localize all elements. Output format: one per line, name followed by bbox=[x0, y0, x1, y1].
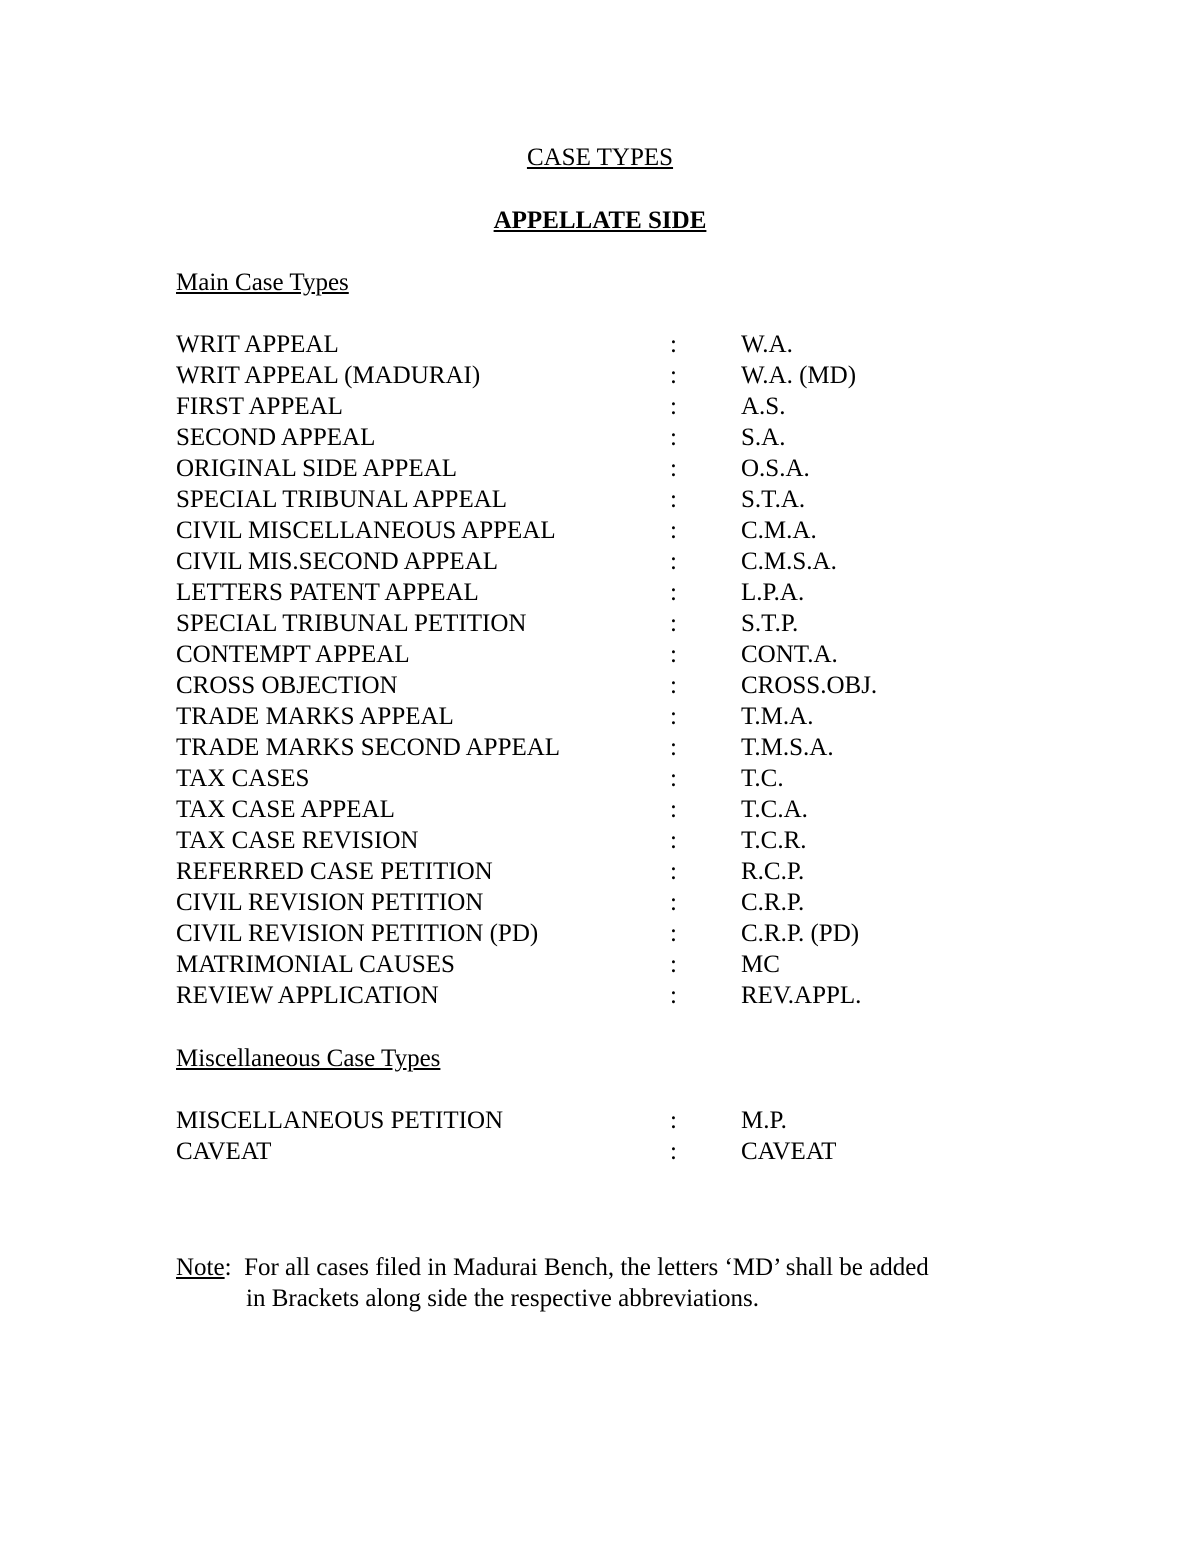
case-type-row bbox=[176, 763, 976, 794]
case-type-separator: : bbox=[670, 548, 677, 575]
case-type-abbreviation: T.M.A. bbox=[741, 703, 814, 730]
case-type-separator: : bbox=[670, 641, 677, 668]
case-type-name: MATRIMONIAL CAUSES bbox=[176, 951, 455, 978]
case-type-row bbox=[176, 484, 976, 515]
case-type-name: MISCELLANEOUS PETITION bbox=[176, 1107, 504, 1134]
case-type-abbreviation: M.P. bbox=[741, 1107, 787, 1134]
case-type-name: CIVIL MIS.SECOND APPEAL bbox=[176, 548, 499, 575]
case-type-abbreviation: O.S.A. bbox=[741, 455, 810, 482]
case-type-separator: : bbox=[670, 424, 677, 451]
case-type-name: SECOND APPEAL bbox=[176, 424, 376, 451]
case-type-name: SPECIAL TRIBUNAL PETITION bbox=[176, 610, 527, 637]
case-type-abbreviation: REV.APPL. bbox=[741, 982, 862, 1009]
case-type-name: TRADE MARKS SECOND APPEAL bbox=[176, 734, 561, 761]
case-type-separator: : bbox=[670, 486, 677, 513]
case-type-separator: : bbox=[670, 796, 677, 823]
case-type-name: ORIGINAL SIDE APPEAL bbox=[176, 455, 458, 482]
case-type-row bbox=[176, 1105, 976, 1136]
case-type-name: CONTEMPT APPEAL bbox=[176, 641, 410, 668]
main-case-types-heading: Main Case Types bbox=[176, 269, 349, 296]
case-type-row bbox=[176, 670, 976, 701]
case-type-abbreviation: CROSS.OBJ. bbox=[741, 672, 878, 699]
case-type-separator: : bbox=[670, 1107, 677, 1134]
case-type-separator: : bbox=[670, 920, 677, 947]
case-type-row bbox=[176, 856, 976, 887]
case-type-row bbox=[176, 608, 976, 639]
case-type-row bbox=[176, 329, 976, 360]
case-type-name: WRIT APPEAL bbox=[176, 331, 339, 358]
note bbox=[176, 1252, 1036, 1314]
case-type-name: FIRST APPEAL bbox=[176, 393, 343, 420]
page-title: CASE TYPES bbox=[526, 144, 674, 171]
case-type-row bbox=[176, 949, 976, 980]
case-type-row bbox=[176, 887, 976, 918]
case-type-abbreviation: T.C. bbox=[741, 765, 784, 792]
case-type-name: CIVIL MISCELLANEOUS APPEAL bbox=[176, 517, 556, 544]
miscellaneous-case-types-list bbox=[176, 1105, 976, 1167]
case-type-name: CIVIL REVISION PETITION bbox=[176, 889, 484, 916]
main-case-types-list bbox=[176, 329, 976, 1011]
case-type-row bbox=[176, 732, 976, 763]
case-type-row bbox=[176, 639, 976, 670]
case-type-abbreviation: S.T.P. bbox=[741, 610, 799, 637]
case-type-separator: : bbox=[670, 362, 677, 389]
case-type-abbreviation: C.M.A. bbox=[741, 517, 817, 544]
case-type-name: TAX CASES bbox=[176, 765, 310, 792]
case-type-abbreviation: T.C.A. bbox=[741, 796, 808, 823]
case-type-separator: : bbox=[670, 827, 677, 854]
case-type-name: CAVEAT bbox=[176, 1138, 272, 1165]
case-type-row bbox=[176, 701, 976, 732]
case-type-name: REVIEW APPLICATION bbox=[176, 982, 439, 1009]
case-type-abbreviation: CAVEAT bbox=[741, 1138, 837, 1165]
case-type-separator: : bbox=[670, 982, 677, 1009]
case-type-name: REFERRED CASE PETITION bbox=[176, 858, 493, 885]
case-type-separator: : bbox=[670, 455, 677, 482]
case-type-abbreviation: S.A. bbox=[741, 424, 786, 451]
case-type-name: TAX CASE REVISION bbox=[176, 827, 419, 854]
case-type-abbreviation: L.P.A. bbox=[741, 579, 805, 606]
case-type-row bbox=[176, 422, 976, 453]
case-type-name: CIVIL REVISION PETITION (PD) bbox=[176, 920, 539, 947]
case-type-separator: : bbox=[670, 703, 677, 730]
case-type-row bbox=[176, 577, 976, 608]
case-type-abbreviation: A.S. bbox=[741, 393, 786, 420]
case-type-separator: : bbox=[670, 765, 677, 792]
case-type-separator: : bbox=[670, 858, 677, 885]
case-type-separator: : bbox=[670, 610, 677, 637]
case-type-abbreviation: C.R.P. (PD) bbox=[741, 920, 860, 947]
case-type-separator: : bbox=[670, 951, 677, 978]
note-line-1 bbox=[176, 1252, 1036, 1283]
case-type-row bbox=[176, 453, 976, 484]
case-type-abbreviation: CONT.A. bbox=[741, 641, 838, 668]
case-type-abbreviation: T.C.R. bbox=[741, 827, 807, 854]
case-type-separator: : bbox=[670, 889, 677, 916]
case-type-row bbox=[176, 1136, 976, 1167]
case-type-row bbox=[176, 515, 976, 546]
case-type-row bbox=[176, 918, 976, 949]
case-type-name: TRADE MARKS APPEAL bbox=[176, 703, 454, 730]
case-type-abbreviation: W.A. (MD) bbox=[741, 362, 857, 389]
case-type-abbreviation: C.R.P. bbox=[741, 889, 805, 916]
case-type-name: CROSS OBJECTION bbox=[176, 672, 398, 699]
case-type-separator: : bbox=[670, 331, 677, 358]
case-type-row bbox=[176, 546, 976, 577]
case-type-row bbox=[176, 980, 976, 1011]
case-type-row bbox=[176, 360, 976, 391]
case-type-name: SPECIAL TRIBUNAL APPEAL bbox=[176, 486, 508, 513]
case-type-name: WRIT APPEAL (MADURAI) bbox=[176, 362, 481, 389]
case-type-row bbox=[176, 391, 976, 422]
note-text-line-2: in Brackets along side the respective abbreviations. bbox=[246, 1285, 760, 1312]
case-type-separator: : bbox=[670, 672, 677, 699]
case-type-separator: : bbox=[670, 393, 677, 420]
case-type-name: TAX CASE APPEAL bbox=[176, 796, 395, 823]
case-type-abbreviation: MC bbox=[741, 951, 780, 978]
case-type-separator: : bbox=[670, 517, 677, 544]
case-type-name: LETTERS PATENT APPEAL bbox=[176, 579, 479, 606]
case-type-abbreviation: R.C.P. bbox=[741, 858, 805, 885]
case-type-row bbox=[176, 794, 976, 825]
note-label: Note bbox=[176, 1254, 225, 1281]
section-heading: APPELLATE SIDE bbox=[493, 207, 707, 234]
case-type-abbreviation: W.A. bbox=[741, 331, 793, 358]
case-type-separator: : bbox=[670, 734, 677, 761]
note-colon: : bbox=[224, 1254, 232, 1281]
case-type-separator: : bbox=[670, 1138, 677, 1165]
case-type-abbreviation: T.M.S.A. bbox=[741, 734, 834, 761]
miscellaneous-case-types-heading: Miscellaneous Case Types bbox=[176, 1045, 441, 1072]
note-text-line-1: For all cases filed in Madurai Bench, the letters ‘MD’ shall be added bbox=[244, 1254, 929, 1281]
case-type-row bbox=[176, 825, 976, 856]
case-type-abbreviation: C.M.S.A. bbox=[741, 548, 837, 575]
case-type-separator: : bbox=[670, 579, 677, 606]
case-type-abbreviation: S.T.A. bbox=[741, 486, 806, 513]
